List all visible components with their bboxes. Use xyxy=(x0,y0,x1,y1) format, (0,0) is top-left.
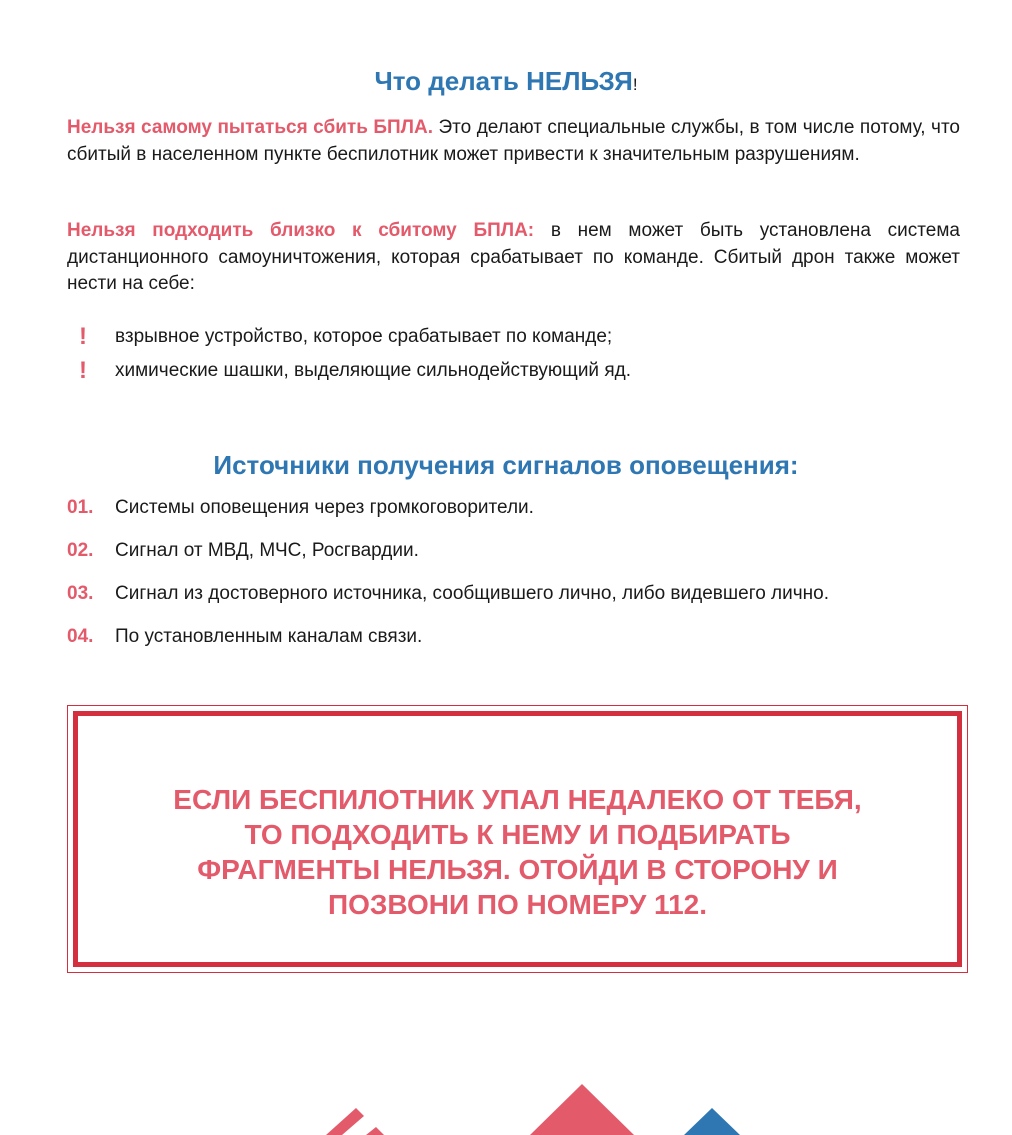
warning-text xyxy=(78,782,957,922)
section-title-sources: Источники получения сигналов оповещения: xyxy=(213,450,799,480)
warning-line: ТО ПОДХОДИТЬ К НЕМУ И ПОДБИРАТЬ xyxy=(244,819,791,850)
list-item-text: химические шашки, выделяющие сильнодействующий яд. xyxy=(115,360,631,381)
paragraph-shoot-down xyxy=(67,115,960,168)
red-stripe-shape-small xyxy=(366,1127,384,1135)
exclamation-icon: ! xyxy=(79,357,87,384)
section-title-prohibited-text: Что делать НЕЛЬЗЯ xyxy=(374,66,633,96)
item-number: 01. xyxy=(67,497,94,518)
list-item-text: По установленным каналам связи. xyxy=(115,626,423,647)
list-item xyxy=(67,493,960,536)
paragraph-lead: Нельзя самому пытаться сбить БПЛА. xyxy=(67,117,434,138)
red-triangle-shape xyxy=(530,1084,634,1135)
danger-list xyxy=(67,322,960,390)
list-item xyxy=(67,356,960,390)
list-item xyxy=(67,622,960,665)
list-item-text: Системы оповещения через громкоговорители. xyxy=(115,497,534,518)
list-item xyxy=(67,322,960,356)
warning-line: ЕСЛИ БЕСПИЛОТНИК УПАЛ НЕДАЛЕКО ОТ ТЕБЯ, xyxy=(173,784,862,815)
list-item-text: Сигнал из достоверного источника, сообщившего лично, либо видевшего лично. xyxy=(115,583,829,604)
exclamation-mark: ! xyxy=(632,75,638,94)
red-stripe-shape xyxy=(326,1108,364,1135)
warning-line: ФРАГМЕНТЫ НЕЛЬЗЯ. ОТОЙДИ В СТОРОНУ И xyxy=(197,854,838,885)
paragraph-text: в нем может быть установлена система дистанционного самоуничтожения, которая срабатывает по команде. Сбитый дрон также может нести на себе: xyxy=(67,220,960,294)
item-number: 04. xyxy=(67,626,94,647)
list-item xyxy=(67,536,960,579)
paragraph-approach xyxy=(67,218,960,298)
list-item xyxy=(67,579,960,622)
warning-box xyxy=(67,705,968,973)
blue-triangle-shape xyxy=(684,1108,740,1135)
sources-list xyxy=(67,493,960,665)
item-number: 02. xyxy=(67,540,94,561)
exclamation-icon: ! xyxy=(79,323,87,350)
list-item-text: взрывное устройство, которое срабатывает по команде; xyxy=(115,326,613,347)
paragraph-lead: Нельзя подходить близко к сбитому БПЛА: xyxy=(67,220,535,241)
section-title-prohibited xyxy=(0,66,1012,97)
warning-box-inner-border xyxy=(73,711,962,967)
paragraph-text: Это делают специальные службы, в том числе потому, что сбитый в населенном пункте беспилотник может привести к значительным разрушениям. xyxy=(67,117,961,165)
item-number: 03. xyxy=(67,583,94,604)
warning-line: ПОЗВОНИ ПО НОМЕРУ 112. xyxy=(327,889,707,920)
list-item-text: Сигнал от МВД, МЧС, Росгвардии. xyxy=(115,540,419,561)
decorative-shapes xyxy=(0,1070,1012,1135)
